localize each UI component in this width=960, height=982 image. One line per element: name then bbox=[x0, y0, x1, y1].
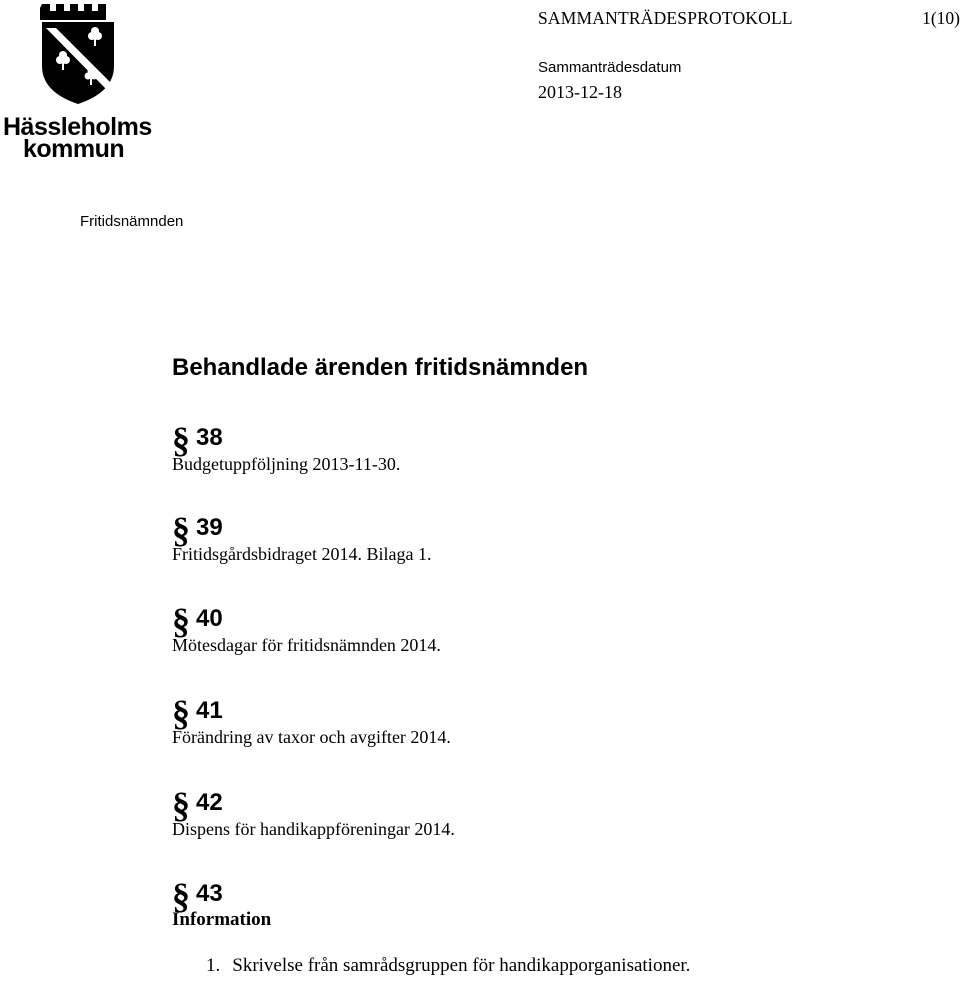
logo-text-line1: Hässleholms bbox=[3, 113, 152, 141]
agenda-item-text: Dispens för handikappföreningar 2014. bbox=[172, 819, 455, 839]
agenda-item-number: 40 bbox=[196, 605, 223, 632]
meeting-date-label: Sammanträdesdatum bbox=[538, 59, 682, 76]
section-sign-icon: § bbox=[172, 876, 190, 916]
agenda-item-number: 41 bbox=[196, 697, 223, 724]
section-sign-icon: § bbox=[172, 601, 190, 641]
coat-of-arms-icon bbox=[40, 4, 116, 104]
logo-text-line2: kommun bbox=[23, 135, 125, 163]
section-sign-icon: § bbox=[172, 693, 190, 733]
agenda-item-header bbox=[172, 601, 872, 641]
agenda-item-header bbox=[172, 785, 872, 825]
meeting-date: 2013-12-18 bbox=[538, 82, 622, 102]
agenda-item-number: 43 bbox=[196, 880, 223, 907]
agenda-item-number: 39 bbox=[196, 514, 223, 541]
agenda-item-number: 42 bbox=[196, 789, 223, 816]
agenda-item bbox=[172, 422, 872, 475]
sub-list-text: Skrivelse från samrådsgruppen för handikapporganisationer. bbox=[232, 955, 691, 976]
document-type: SAMMANTRÄDESPROTOKOLL bbox=[538, 8, 793, 28]
agenda-item-header bbox=[172, 693, 872, 733]
agenda-item-text: Fritidsgårdsbidraget 2014. Bilaga 1. bbox=[172, 544, 432, 564]
sub-list-item bbox=[206, 955, 690, 977]
agenda-item-text: Mötesdagar för fritidsnämnden 2014. bbox=[172, 635, 441, 655]
committee-name: Fritidsnämnden bbox=[80, 213, 184, 230]
agenda-item bbox=[172, 787, 872, 840]
agenda-item-header bbox=[172, 510, 872, 550]
agenda-item-text: Information bbox=[172, 909, 272, 930]
agenda-item bbox=[172, 512, 872, 565]
municipality-logo bbox=[0, 0, 160, 170]
agenda-item bbox=[172, 878, 872, 931]
agenda-item-number: 38 bbox=[196, 424, 223, 451]
agenda-item-text: Förändring av taxor och avgifter 2014. bbox=[172, 727, 451, 747]
agenda-item bbox=[172, 695, 872, 748]
section-sign-icon: § bbox=[172, 785, 190, 825]
sub-list-number: 1. bbox=[206, 955, 221, 976]
page-number: 1(10) bbox=[922, 8, 960, 28]
page-title: Behandlade ärenden fritidsnämnden bbox=[172, 354, 589, 381]
agenda-item-header bbox=[172, 420, 872, 460]
section-sign-icon: § bbox=[172, 510, 190, 550]
agenda-item bbox=[172, 603, 872, 656]
agenda-item-header bbox=[172, 876, 872, 916]
agenda-item-text: Budgetuppföljning 2013-11-30. bbox=[172, 454, 401, 474]
section-sign-icon: § bbox=[172, 420, 190, 460]
